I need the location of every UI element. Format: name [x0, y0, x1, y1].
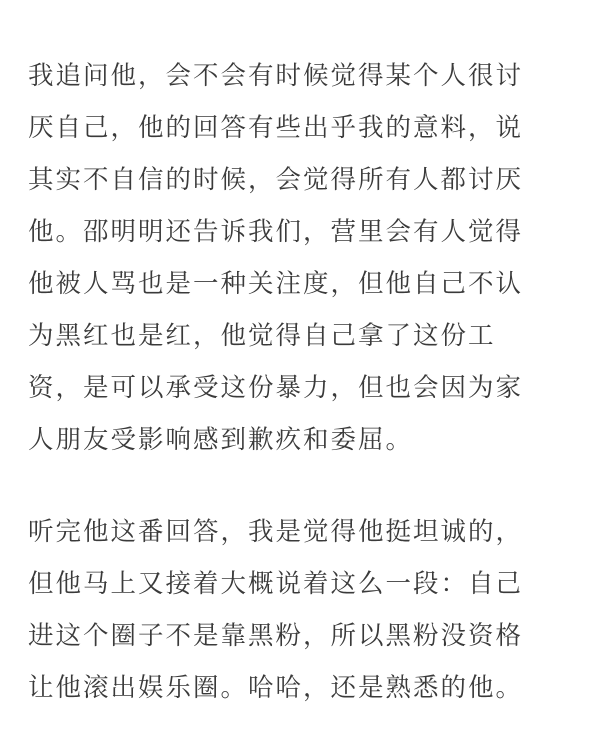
text-line: 其实不自信的时候，会觉得所有人都讨厌 — [28, 165, 524, 195]
text-line: 他。邵明明还告诉我们，营里会有人觉得 — [28, 217, 524, 247]
paragraph-1 — [28, 56, 576, 460]
text-line: 听完他这番回答，我是觉得他挺坦诚的， — [28, 517, 524, 547]
article-body — [28, 56, 576, 720]
paragraph-2 — [28, 512, 576, 708]
text-line: 人朋友受影响感到歉疚和委屈。 — [28, 425, 414, 455]
text-line: 厌自己，他的回答有些出乎我的意料，说 — [28, 113, 524, 143]
text-line: 我追问他，会不会有时候觉得某个人很讨 — [28, 61, 524, 91]
text-line: 他被人骂也是一种关注度，但他自己不认 — [28, 269, 524, 299]
text-line: 让他滚出娱乐圈。哈哈，还是熟悉的他。 — [28, 673, 524, 703]
text-line: 资，是可以承受这份暴力，但也会因为家 — [28, 373, 524, 403]
text-line: 但他马上又接着大概说着这么一段：自己 — [28, 569, 524, 599]
text-line: 为黑红也是红，他觉得自己拿了这份工 — [28, 321, 496, 351]
text-line: 进这个圈子不是靠黑粉，所以黑粉没资格 — [28, 621, 524, 651]
